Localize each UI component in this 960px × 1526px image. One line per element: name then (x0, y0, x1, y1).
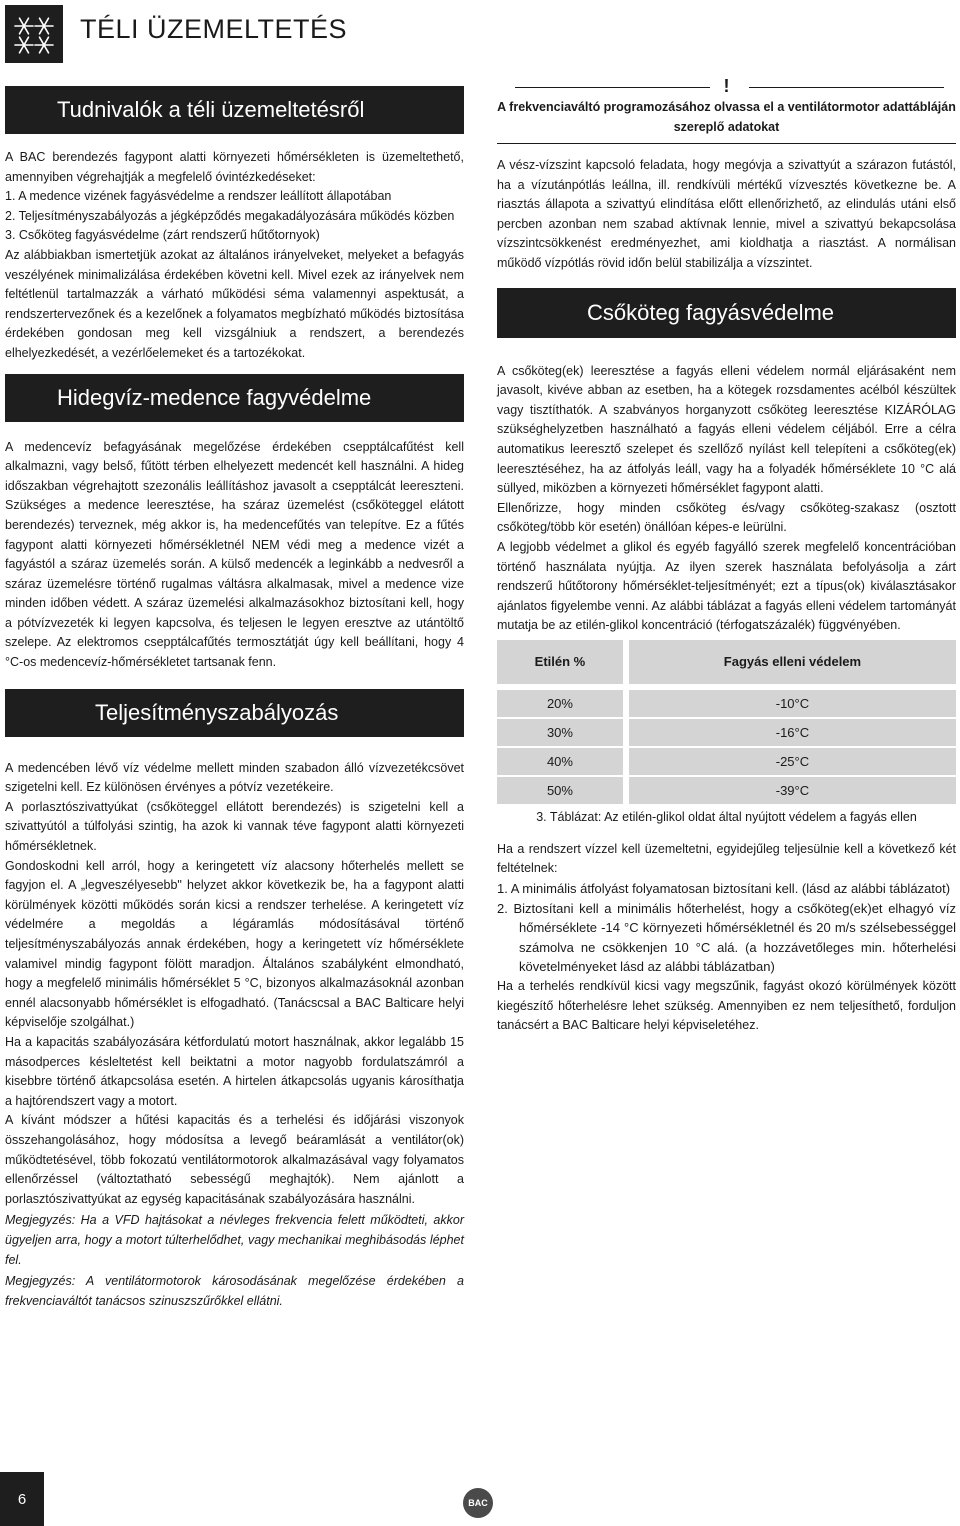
table-cell: -39°C (626, 776, 956, 804)
section-heading-winter-info: Tudnivalók a téli üzemeltetésről (5, 86, 464, 134)
list-item: 1. A medence vizének fagyásvédelme a rendszer leállított állapotában (5, 189, 392, 204)
glycol-protection-table (497, 640, 956, 804)
table-cell: 50% (497, 776, 626, 804)
table-cell: 40% (497, 747, 626, 776)
right-column (497, 76, 956, 1036)
note-paragraph: Megjegyzés: A ventilátormotorok károsodásának megelőzése érdekében a frekvenciaváltót tanácsos szinuszszűrőkkel ellátni. (5, 1274, 464, 1308)
page-number: 6 (0, 1472, 44, 1526)
body-paragraph: Ellenőrizze, hogy minden csőköteg és/vagy csőköteg-szakasz (osztott csőköteg/több kör esetén) önállóan képes-e leürülni. (497, 500, 956, 535)
section-heading-basin-freeze: Hidegvíz-medence fagyvédelme (5, 374, 464, 422)
body-paragraph: Ha a rendszert vízzel kell üzemeltetni, egyidejűleg teljesülnie kell a következő két feltételnek: (497, 841, 956, 876)
intro-paragraph: A BAC berendezés fagypont alatti környezeti hőmérsékleten is üzemeltethető, amennyiben végrehajtják a megfelelő óvintézkedéseket: (5, 150, 464, 184)
notice-body: A vész-vízszint kapcsoló feladata, hogy megóvja a szivattyút a szárazon futástól, ha a vízutánpótlás leállna, ill. rendkívüli mértékű vízvesztés következne be. A riasztás állapota a szivattyú elindítása előtt ellenőrizhető, az elindulás utáni első percben azonban nem szabad aktívnak lennie, mivel a szivattyú bekapcsolása vízszintcsökkenést eredményezhet, ami kioldhatja a riasztást. A normálisan működő vízpótlás rövid időn belül stabilizálja a vízszintet. (497, 158, 956, 270)
table-row (497, 718, 956, 747)
body-paragraph: A csőköteg(ek) leeresztése a fagyás elleni védelem normál eljárásaként nem javasolt, kivéve abban az esetben, ha a kötegek rozsdamentes acélból készültek vagy tisztíthatók. A szabványos horganyzott csőköteg leeresztése KIZÁRÓLAG szükséghelyzetben használható a fagyás elleni védelem céljából. Erre a célra automatikus leeresztő szelepet és szellőző nyílást kell telepíteni a csőköteg(ek) leeresztéséhez, ha az átfolyás leáll, vagy ha a folyadék hőmérséklete 10 °C alá süllyed, miközben a környezeti hőmérséklet fagypont alatti. (497, 363, 956, 496)
table-cell: -10°C (626, 687, 956, 718)
body-paragraph: Az alábbiakban ismertetjük azokat az általános irányelveket, melyeket a befagyás veszélyének minimalizálása érdekében követni kell. Mivel ezek az irányelvek nem feltétlenül tartalmazzák a várható működési séma valamennyi aspektusát, a rendszertervezőnek és a kezelőnek a folyamatos megbízható működés biztosítása érdekében gondosan meg kell vizsgálniuk a rendszert, a berendezés elhelyezkedését, a vezérlőelemeket és a tartozékokat. (5, 247, 464, 360)
page-title: TÉLI ÜZEMELTETÉS (80, 14, 348, 44)
section-heading-capacity-control: Teljesítményszabályozás (5, 689, 464, 737)
table-header: Etilén % (497, 640, 626, 687)
note-paragraph: Megjegyzés: Ha a VFD hajtásokat a névleges frekvencia felett működteti, akkor ügyeljen arra, hogy a motort túlterhelődhet, vagy mechanikai meghibásodás léphet fel. (5, 1213, 464, 1267)
list-item: 2. Biztosítani kell a minimális hőterhelést, hogy a csőköteg(ek)et elhagyó víz hőmérséklete -14 °C környezeti hőmérsékletnél és 20 m/s szélsebességgel számolva ne csökkenjen 10 °C alá. (a hozzávetőleges min. hőterhelési követelményeket lásd az alábbi táblázatban) (497, 900, 956, 975)
table-cell: 30% (497, 718, 626, 747)
table-row (497, 747, 956, 776)
body-paragraph: A legjobb védelmet a glikol és egyéb fagyálló szerek megfelelő koncentrációban történő használata nyújtja. Az ilyen szerek használata befolyásolja a zárt rendszerű hűtőtorony hőmérséklet-teljesítményét; ezt a típus(ok) kiválasztásakor ajánlatos figyelembe venni. Az alábbi táblázat a fagyás elleni védelem tartományát mutatja be az etilén-glikol koncentráció (térfogatszázalék) függvényében. (497, 539, 956, 633)
table-cell: -25°C (626, 747, 956, 776)
bac-logo: BAC (463, 1488, 493, 1518)
list-item: 2. Teljesítményszabályozás a jégképződés megakadályozására működés közben (5, 208, 455, 223)
body-paragraph: A medencevíz befagyásának megelőzése érdekében csepptálcafűtést kell alkalmazni, vagy belső, fűtött térben elhelyezett medencét kell használni. A hideg időszakban végrehajtott szezonális leállításhoz javasolt a csepptálcát leereszteni. Szükséges a medence leeresztése, ha száraz üzemelést (csőköteggel elátott berendezés) terveznek, még akkor is, ha medencefűtés van telepítve. Ez a fűtés fagypont alatti környezeti hőmérsékletnél NEM védi meg a medence vizét a fagyástól a száraz üzemelés során. A külső medencék a leginkább a nedvesről a száraz üzemelésre történő rugalmas váltásra alkalmasak, mivel a medence vize minden időben védett. A száraz üzemelési alkalmazásokhoz biztosítani kell, hogy a pótvízvezeték ki legyen kapcsolva, és teljesen le legyen eresztve az utántöltő szelepe. Az elektromos csepptálcafűtés termosztátját úgy kell beállítani, hogy 4 °C-os medencevíz-hőmérsékletet tartsanak fenn. (5, 439, 464, 670)
table-row (497, 776, 956, 804)
notice-title: A frekvenciaváltó programozásához olvassa el a ventilátormotor adattábláján szereplő adatokat (497, 98, 956, 144)
body-paragraph: A medencében lévő víz védelme mellett minden szabadon álló vízvezetékcsövet szigetelni kell. Ez különösen érvényes a pótvíz vezetékeire. (5, 760, 464, 795)
body-paragraph: Gondoskodni kell arról, hogy a keringetett víz alacsony hőterhelés mellett se fagyjon el. A „legveszélyesebb" helyzet akkor következik be, ha a fagypont alatti körülmények közötti működés során kicsi a rendszer terhelése. A keringetett víz védelmére a megoldás a légáramlás módosításával történő teljesítményszabályozás annak érdekében, hogy a keringetett víz hőmérséklete valamivel mindig fagypont fölött maradjon. Általános szabályként elmondható, hogy a megfelelő minimális hőmérséklet 5 °C, bizonyos alkalmazásoknál azonban ennél alacsonyabb hőmérséklet is elfogadható. (Tanácscsal a BAC Balticare helyi képviselője szolgálhat.) (5, 858, 464, 1030)
table-cell: -16°C (626, 718, 956, 747)
list-item: 3. Csőköteg fagyásvédelme (zárt rendszerű hűtőtornyok) (5, 228, 320, 243)
warning-icon: ! (497, 76, 956, 98)
body-paragraph: Ha a terhelés rendkívül kicsi vagy megszűnik, fagyást okozó körülmények között kiegészítő hőterhelésre lehet szükség. Amennyiben ez nem teljesíthető, forduljon tanácsért a BAC Balticare helyi képviseletéhez. (497, 979, 956, 1033)
body-paragraph: A porlasztószivattyúkat (csőköteggel ellátott berendezés) is szigetelni kell a szivattyútól a túlfolyási szintig, ha azok ki vannak téve fagypont alatti környezeti hőmérsékletnek. (5, 799, 464, 854)
table-cell: 20% (497, 687, 626, 718)
list-item: 1. A minimális átfolyást folyamatosan biztosítani kell. (lásd az alábbi táblázatot) (497, 881, 951, 897)
section-heading-coil-freeze: Csőköteg fagyásvédelme (497, 288, 956, 338)
left-column (5, 86, 464, 1311)
table-header: Fagyás elleni védelem (626, 640, 956, 687)
body-paragraph: Ha a kapacitás szabályozására kétfordulatú motort használnak, akkor legalább 15 másodperces késleltetést kell beiktatni a motor nagyobb fordulatszámról a kisebbre történő átkapcsolása esetén. A hirtelen átkapcsolás ugyanis károsíthatja a hajtórendszert vagy a motort. (5, 1034, 464, 1108)
snowflake-icon (5, 5, 63, 63)
body-paragraph: A kívánt módszer a hűtési kapacitás és a terhelési és időjárási viszonyok összehangolásához, hogy módosítsa a levegő beáramlását a ventilátor(ok) működtetésével, több fokozatú ventilátormotorok alkalmazásával vagy folyamatos ellenőrzéssel (változtatható sebességű meghajtók). Nem ajánlott a porlasztószivattyúkat az egység kapacitásának szabályozására használni. (5, 1113, 464, 1206)
table-caption: 3. Táblázat: Az etilén-glikol oldat által nyújtott védelem a fagyás ellen (536, 809, 917, 824)
table-row (497, 687, 956, 718)
